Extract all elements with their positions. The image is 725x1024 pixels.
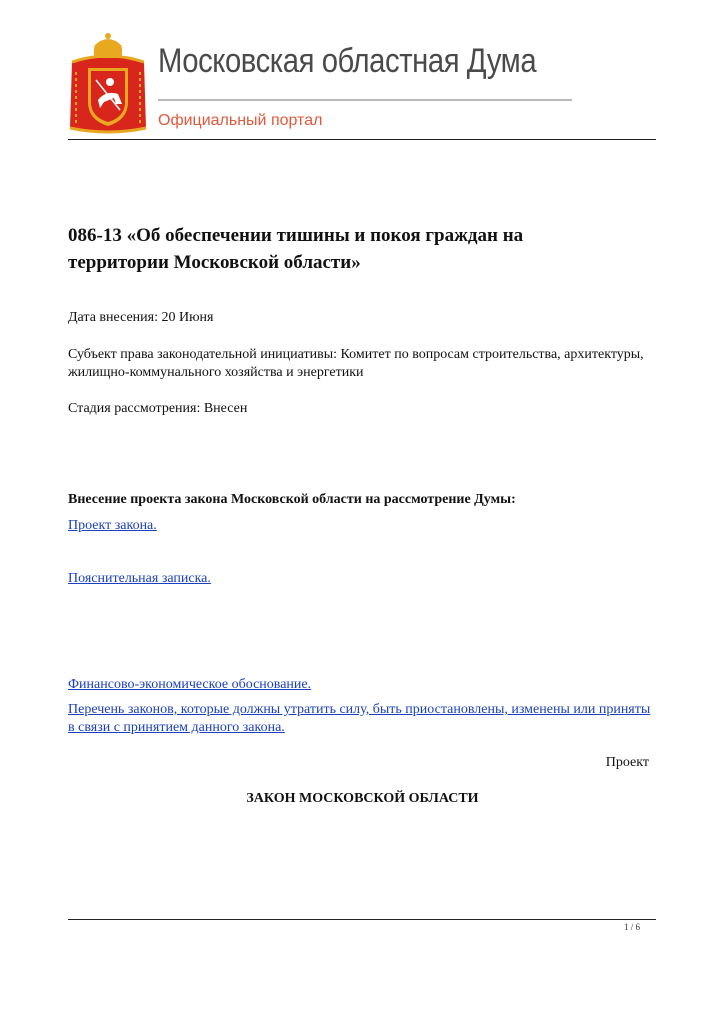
- financial-justification-link[interactable]: Финансово-экономическое обоснование.: [68, 677, 312, 692]
- draft-law-link[interactable]: Проект закона.: [68, 518, 157, 533]
- brand-divider: [158, 99, 572, 101]
- section-heading: Внесение проекта закона Московской области на рассмотрение Думы:: [68, 492, 516, 507]
- portal-header: [0, 0, 725, 145]
- laws-list-link[interactable]: Перечень законов, которые должны утратить силу, быть приостановлены, изменены или приняты в связи с принятием данного закона.: [68, 702, 651, 735]
- submission-date: Дата внесения: 20 Июня: [68, 310, 214, 325]
- law-title: ЗАКОН МОСКОВСКОЙ ОБЛАСТИ: [246, 791, 479, 806]
- project-label: Проект: [605, 755, 649, 770]
- review-stage: Стадия рассмотрения: Внесен: [68, 401, 248, 416]
- portal-title: Московская областная Дума: [158, 42, 537, 80]
- initiative-subject: Субъект права законодательной инициативы: Комитет по вопросам строительства, архитектуры, жилищно-коммунального хозяйства и энергетики: [68, 347, 644, 380]
- document-title: 086-13 «Об обеспечении тишины и покоя граждан на территории Московской области»: [68, 225, 524, 273]
- footer-divider: [68, 919, 656, 920]
- moscow-oblast-coat-of-arms-icon: [66, 32, 150, 136]
- portal-subtitle: Официальный портал: [158, 112, 323, 129]
- page-number: 1 / 6: [623, 922, 640, 932]
- header-divider: [68, 139, 656, 140]
- explanatory-note-link[interactable]: Пояснительная записка.: [68, 571, 211, 586]
